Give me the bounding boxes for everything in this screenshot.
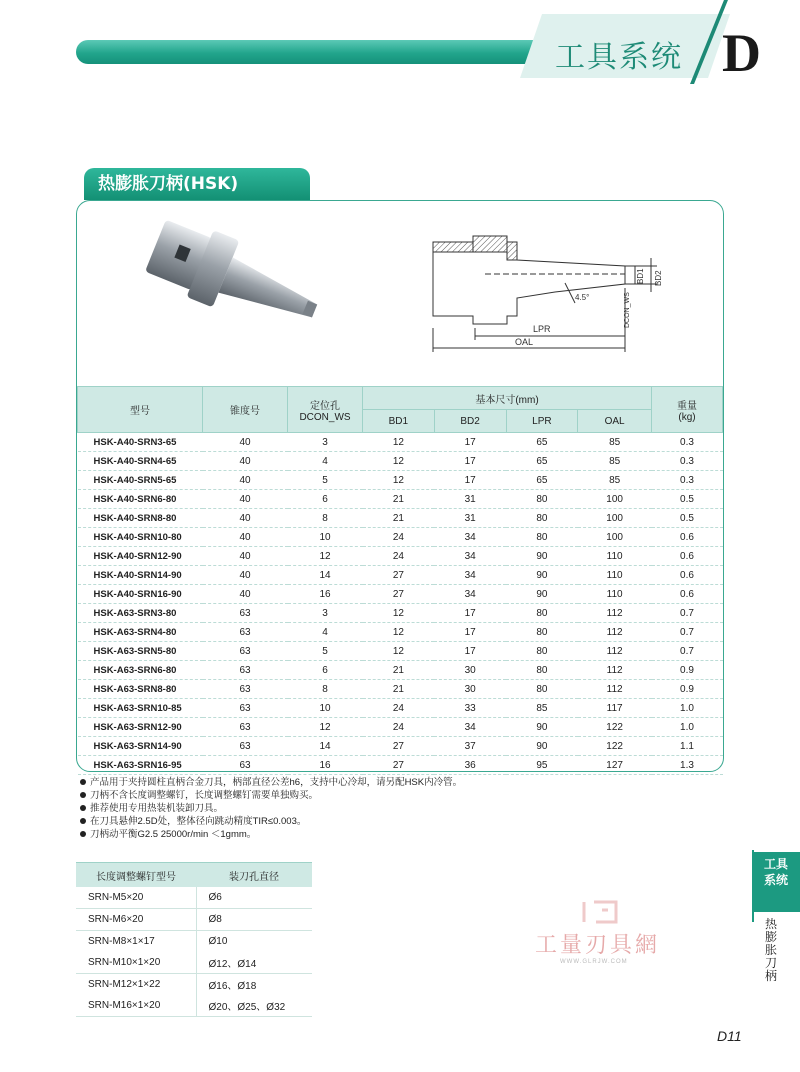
bore-diameter: Ø20、Ø25、Ø32 bbox=[196, 995, 312, 1017]
col-screw-model: 长度调整螺钉型号 bbox=[76, 863, 196, 888]
cell-weight: 0.7 bbox=[652, 642, 723, 661]
cell-bd1: 27 bbox=[363, 585, 435, 604]
screw-model: SRN-M8×1×17 bbox=[76, 931, 196, 953]
note-text: 产品用于夹持圆柱直柄合金刀具，柄部直径公差h6，支持中心冷却，请另配HSK内冷管。 bbox=[90, 777, 463, 788]
cell-model: HSK-A40-SRN14-90 bbox=[78, 566, 203, 585]
table-row bbox=[78, 490, 723, 509]
bullet-icon bbox=[80, 831, 86, 837]
table-row bbox=[76, 952, 312, 974]
cell-oal: 85 bbox=[578, 433, 652, 452]
cell-dcon: 6 bbox=[288, 490, 363, 509]
cell-bd1: 12 bbox=[363, 471, 435, 490]
cell-lpr: 80 bbox=[506, 661, 578, 680]
cell-lpr: 80 bbox=[506, 680, 578, 699]
cell-lpr: 90 bbox=[506, 547, 578, 566]
cell-oal: 112 bbox=[578, 661, 652, 680]
cell-model: HSK-A63-SRN5-80 bbox=[78, 642, 203, 661]
table-row bbox=[76, 909, 312, 931]
cell-bd1: 21 bbox=[363, 661, 435, 680]
table-row bbox=[76, 887, 312, 909]
bd1-label: BD1 bbox=[636, 268, 645, 284]
cell-weight: 0.9 bbox=[652, 661, 723, 680]
cell-bd2: 31 bbox=[434, 509, 506, 528]
col-dcon-line2: DCON_WS bbox=[299, 411, 351, 423]
cell-weight: 0.5 bbox=[652, 509, 723, 528]
cell-weight: 0.3 bbox=[652, 452, 723, 471]
table-row bbox=[78, 509, 723, 528]
cell-oal: 122 bbox=[578, 718, 652, 737]
bullet-icon bbox=[80, 818, 86, 824]
side-tab-line2: 系统 bbox=[763, 873, 788, 887]
cell-lpr: 80 bbox=[506, 642, 578, 661]
note-text: 在刀具悬伸2.5D处，整体径向跳动精度TIR≤0.003。 bbox=[90, 816, 307, 827]
cell-oal: 127 bbox=[578, 756, 652, 775]
cell-taper: 40 bbox=[203, 509, 288, 528]
table-row bbox=[78, 718, 723, 737]
cell-bd1: 12 bbox=[363, 642, 435, 661]
section-title: 热膨胀刀柄(HSK) bbox=[84, 168, 310, 200]
cell-dcon: 6 bbox=[288, 661, 363, 680]
cell-dcon: 8 bbox=[288, 680, 363, 699]
cell-weight: 0.7 bbox=[652, 604, 723, 623]
cell-taper: 63 bbox=[203, 661, 288, 680]
cell-lpr: 65 bbox=[506, 433, 578, 452]
cell-taper: 40 bbox=[203, 490, 288, 509]
cell-weight: 0.6 bbox=[652, 566, 723, 585]
cell-dcon: 16 bbox=[288, 585, 363, 604]
side-tab bbox=[752, 852, 800, 912]
angle-label: 4.5° bbox=[575, 293, 590, 302]
cell-dcon: 14 bbox=[288, 737, 363, 756]
cell-taper: 63 bbox=[203, 604, 288, 623]
screw-model: SRN-M5×20 bbox=[76, 887, 196, 909]
col-oal: OAL bbox=[578, 410, 652, 433]
cell-lpr: 65 bbox=[506, 471, 578, 490]
cell-weight: 0.7 bbox=[652, 623, 723, 642]
cell-bd1: 24 bbox=[363, 718, 435, 737]
cell-bd1: 27 bbox=[363, 566, 435, 585]
section-letter: D bbox=[722, 23, 761, 83]
cell-bd2: 36 bbox=[434, 756, 506, 775]
cell-lpr: 90 bbox=[506, 566, 578, 585]
page-number: D11 bbox=[717, 1028, 742, 1044]
cell-lpr: 90 bbox=[506, 585, 578, 604]
cell-bd1: 24 bbox=[363, 547, 435, 566]
cell-weight: 0.9 bbox=[652, 680, 723, 699]
cell-taper: 40 bbox=[203, 547, 288, 566]
col-bd2: BD2 bbox=[434, 410, 506, 433]
cell-taper: 40 bbox=[203, 528, 288, 547]
cell-lpr: 85 bbox=[506, 699, 578, 718]
cell-lpr: 65 bbox=[506, 452, 578, 471]
cell-bd2: 17 bbox=[434, 471, 506, 490]
cell-bd2: 30 bbox=[434, 680, 506, 699]
cell-bd2: 17 bbox=[434, 604, 506, 623]
spec-table-body bbox=[78, 433, 723, 775]
cell-lpr: 90 bbox=[506, 718, 578, 737]
cell-dcon: 10 bbox=[288, 528, 363, 547]
cell-oal: 110 bbox=[578, 566, 652, 585]
cell-oal: 100 bbox=[578, 490, 652, 509]
screw-model: SRN-M6×20 bbox=[76, 909, 196, 931]
cell-oal: 122 bbox=[578, 737, 652, 756]
screw-model: SRN-M16×1×20 bbox=[76, 995, 196, 1017]
side-tab-vertical-label: 热 膨 胀 刀 柄 bbox=[764, 917, 777, 983]
cell-dcon: 8 bbox=[288, 509, 363, 528]
cell-weight: 0.3 bbox=[652, 433, 723, 452]
cell-weight: 1.0 bbox=[652, 718, 723, 737]
note-item bbox=[80, 776, 462, 789]
cell-model: HSK-A40-SRN3-65 bbox=[78, 433, 203, 452]
table-row bbox=[78, 604, 723, 623]
cell-bd1: 12 bbox=[363, 452, 435, 471]
cell-model: HSK-A63-SRN6-80 bbox=[78, 661, 203, 680]
cell-model: HSK-A40-SRN5-65 bbox=[78, 471, 203, 490]
note-text: 推荐使用专用热装机装卸刀具。 bbox=[90, 803, 224, 814]
cell-weight: 0.6 bbox=[652, 585, 723, 604]
cell-taper: 40 bbox=[203, 433, 288, 452]
table-row bbox=[78, 452, 723, 471]
bore-diameter: Ø16、Ø18 bbox=[208, 981, 257, 992]
table-row bbox=[78, 547, 723, 566]
col-weight-line2: (kg) bbox=[678, 411, 696, 423]
cell-bd2: 17 bbox=[434, 433, 506, 452]
col-weight bbox=[652, 387, 723, 433]
cell-oal: 85 bbox=[578, 471, 652, 490]
cell-taper: 63 bbox=[203, 642, 288, 661]
col-lpr: LPR bbox=[506, 410, 578, 433]
cell-oal: 112 bbox=[578, 642, 652, 661]
table-row bbox=[78, 528, 723, 547]
cell-bd2: 34 bbox=[434, 528, 506, 547]
cell-bd1: 21 bbox=[363, 509, 435, 528]
screw-table bbox=[76, 862, 312, 1017]
cell-model: HSK-A63-SRN10-85 bbox=[78, 699, 203, 718]
table-row bbox=[78, 756, 723, 775]
col-dcon-line1: 定位孔 bbox=[310, 400, 340, 412]
cell-bd1: 21 bbox=[363, 490, 435, 509]
cell-oal: 100 bbox=[578, 509, 652, 528]
cell-model: HSK-A63-SRN3-80 bbox=[78, 604, 203, 623]
cell-weight: 1.3 bbox=[652, 756, 723, 775]
watermark-url: WWW.GLRJW.COM bbox=[560, 959, 628, 965]
cell-lpr: 80 bbox=[506, 490, 578, 509]
cell-bd2: 17 bbox=[434, 642, 506, 661]
table-row bbox=[78, 433, 723, 452]
table-row bbox=[78, 699, 723, 718]
col-dcon bbox=[288, 387, 363, 433]
col-bd1: BD1 bbox=[363, 410, 435, 433]
col-basic-dims: 基本尺寸(mm) bbox=[363, 387, 652, 410]
cell-oal: 117 bbox=[578, 699, 652, 718]
col-bore-diameter: 装刀孔直径 bbox=[196, 863, 312, 888]
table-row bbox=[78, 623, 723, 642]
screw-model: SRN-M12×1×22 bbox=[76, 974, 196, 996]
cell-bd2: 34 bbox=[434, 718, 506, 737]
table-row bbox=[78, 471, 723, 490]
cell-bd1: 27 bbox=[363, 737, 435, 756]
cell-dcon: 14 bbox=[288, 566, 363, 585]
cell-oal: 112 bbox=[578, 623, 652, 642]
cell-model: HSK-A63-SRN8-80 bbox=[78, 680, 203, 699]
note-text: 刀柄不含长度调整螺钉，长度调整螺钉需要单独购买。 bbox=[90, 790, 319, 801]
header-title: 工具系统 bbox=[555, 40, 683, 75]
cell-bd1: 24 bbox=[363, 699, 435, 718]
bd2-label: BD2 bbox=[654, 270, 663, 286]
cell-lpr: 80 bbox=[506, 604, 578, 623]
cell-oal: 112 bbox=[578, 604, 652, 623]
cell-weight: 0.6 bbox=[652, 528, 723, 547]
bore-diameter: Ø8 bbox=[196, 909, 312, 931]
lpr-label: LPR bbox=[533, 324, 551, 334]
cell-dcon: 5 bbox=[288, 471, 363, 490]
cell-taper: 63 bbox=[203, 737, 288, 756]
screw-model: SRN-M10×1×20 bbox=[76, 952, 196, 974]
cell-oal: 100 bbox=[578, 528, 652, 547]
cell-lpr: 80 bbox=[506, 528, 578, 547]
cell-bd1: 12 bbox=[363, 623, 435, 642]
cell-dcon: 16 bbox=[288, 756, 363, 775]
table-row bbox=[78, 680, 723, 699]
cell-taper: 40 bbox=[203, 566, 288, 585]
col-model: 型号 bbox=[78, 387, 203, 433]
cell-taper: 63 bbox=[203, 623, 288, 642]
table-row bbox=[78, 737, 723, 756]
table-row bbox=[76, 974, 312, 996]
spec-table bbox=[77, 386, 723, 775]
cell-lpr: 95 bbox=[506, 756, 578, 775]
cell-taper: 63 bbox=[203, 718, 288, 737]
cell-dcon: 12 bbox=[288, 547, 363, 566]
cell-weight: 1.1 bbox=[652, 737, 723, 756]
dcon-label: DCON_WS bbox=[624, 292, 631, 328]
table-row bbox=[78, 661, 723, 680]
cell-model: HSK-A40-SRN10-80 bbox=[78, 528, 203, 547]
cell-dcon: 10 bbox=[288, 699, 363, 718]
bullet-icon bbox=[80, 805, 86, 811]
cell-model: HSK-A40-SRN4-65 bbox=[78, 452, 203, 471]
bore-diameter: Ø6 bbox=[196, 887, 312, 909]
cell-bd2: 34 bbox=[434, 585, 506, 604]
cell-taper: 40 bbox=[203, 452, 288, 471]
cell-dcon: 12 bbox=[288, 718, 363, 737]
side-tab-line1: 工具 bbox=[763, 857, 788, 871]
cell-model: HSK-A63-SRN4-80 bbox=[78, 623, 203, 642]
cell-weight: 0.6 bbox=[652, 547, 723, 566]
cell-lpr: 80 bbox=[506, 509, 578, 528]
note-item bbox=[80, 828, 462, 841]
watermark-text: 工量刃具網 bbox=[535, 933, 661, 958]
cell-bd2: 34 bbox=[434, 566, 506, 585]
oal-label: OAL bbox=[515, 337, 534, 347]
table-row bbox=[78, 585, 723, 604]
product-photo bbox=[130, 220, 330, 340]
cell-model: HSK-A40-SRN6-80 bbox=[78, 490, 203, 509]
cell-model: HSK-A63-SRN14-90 bbox=[78, 737, 203, 756]
cell-weight: 0.3 bbox=[652, 471, 723, 490]
cell-taper: 63 bbox=[203, 680, 288, 699]
cell-dcon: 4 bbox=[288, 623, 363, 642]
cell-lpr: 80 bbox=[506, 623, 578, 642]
cell-taper: 40 bbox=[203, 585, 288, 604]
cell-bd1: 21 bbox=[363, 680, 435, 699]
col-taper: 锥度号 bbox=[203, 387, 288, 433]
cell-bd1: 24 bbox=[363, 528, 435, 547]
cell-bd2: 33 bbox=[434, 699, 506, 718]
cell-dcon: 4 bbox=[288, 452, 363, 471]
cell-dcon: 3 bbox=[288, 433, 363, 452]
bullet-icon bbox=[80, 779, 86, 785]
table-row bbox=[76, 995, 312, 1017]
bore-diameter: Ø10 bbox=[208, 936, 228, 947]
cell-bd1: 12 bbox=[363, 433, 435, 452]
cell-dcon: 3 bbox=[288, 604, 363, 623]
cell-bd2: 30 bbox=[434, 661, 506, 680]
col-weight-line1: 重量 bbox=[677, 400, 697, 412]
cell-bd2: 31 bbox=[434, 490, 506, 509]
cell-dcon: 5 bbox=[288, 642, 363, 661]
cell-model: HSK-A63-SRN16-95 bbox=[78, 756, 203, 775]
note-text: 刀柄动平衡G2.5 25000r/min ＜1gmm。 bbox=[90, 829, 257, 840]
cell-taper: 63 bbox=[203, 699, 288, 718]
note-item bbox=[80, 789, 462, 802]
cell-oal: 85 bbox=[578, 452, 652, 471]
cell-oal: 110 bbox=[578, 585, 652, 604]
table-row bbox=[76, 931, 312, 953]
bullet-icon bbox=[80, 792, 86, 798]
cell-lpr: 90 bbox=[506, 737, 578, 756]
cell-bd2: 17 bbox=[434, 623, 506, 642]
cell-bd2: 17 bbox=[434, 452, 506, 471]
cell-bd2: 37 bbox=[434, 737, 506, 756]
cell-taper: 40 bbox=[203, 471, 288, 490]
cell-bd1: 27 bbox=[363, 756, 435, 775]
note-item bbox=[80, 815, 462, 828]
cell-bd2: 34 bbox=[434, 547, 506, 566]
notes-list bbox=[80, 776, 462, 841]
technical-drawing bbox=[425, 228, 685, 358]
note-item bbox=[80, 802, 462, 815]
cell-model: HSK-A40-SRN16-90 bbox=[78, 585, 203, 604]
cell-weight: 0.5 bbox=[652, 490, 723, 509]
cell-bd1: 12 bbox=[363, 604, 435, 623]
cell-model: HSK-A40-SRN8-80 bbox=[78, 509, 203, 528]
cell-model: HSK-A63-SRN12-90 bbox=[78, 718, 203, 737]
cell-model: HSK-A40-SRN12-90 bbox=[78, 547, 203, 566]
bore-diameter: Ø12、Ø14 bbox=[196, 952, 312, 974]
cell-oal: 112 bbox=[578, 680, 652, 699]
cell-taper: 63 bbox=[203, 756, 288, 775]
cell-oal: 110 bbox=[578, 547, 652, 566]
table-row bbox=[78, 642, 723, 661]
cell-weight: 1.0 bbox=[652, 699, 723, 718]
table-row bbox=[78, 566, 723, 585]
